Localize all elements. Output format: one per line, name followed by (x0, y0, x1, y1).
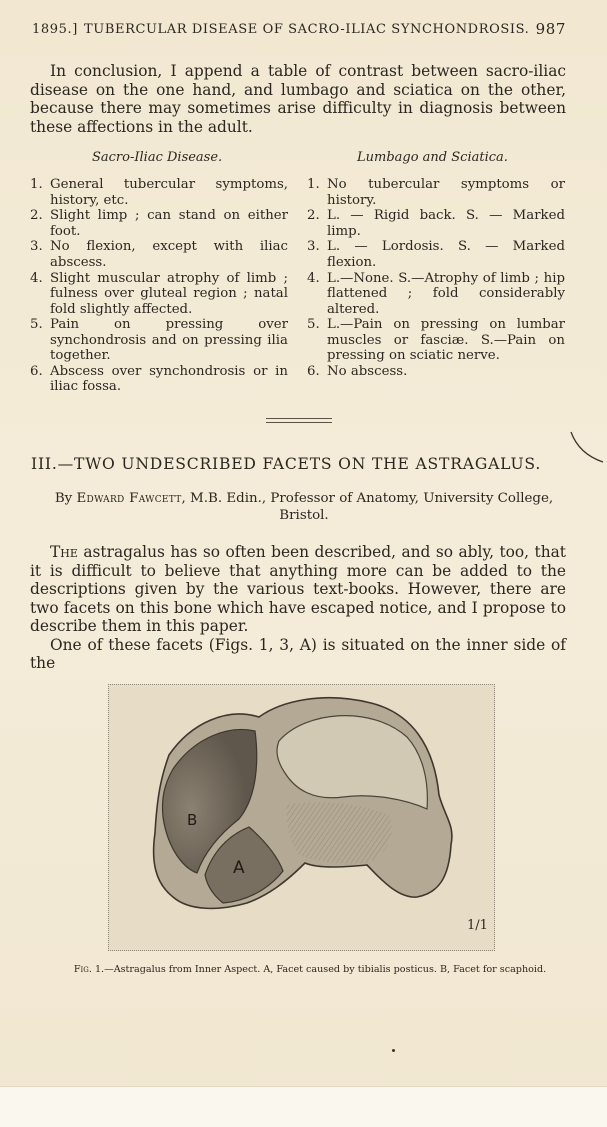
list-item-number: 3. (307, 239, 320, 255)
list-item-number: 4. (307, 270, 320, 286)
section-divider-bottom (266, 422, 332, 423)
list-item-text: L.—Pain on pressing on lumbar muscles or fasciæ. S.—Pain on pressing on sciatic nerve. (327, 317, 565, 364)
list-item (307, 317, 565, 364)
astragalus-figure (108, 684, 495, 951)
list-item (307, 239, 565, 270)
page-bottom-edge (0, 1086, 607, 1127)
list-item-text: Slight muscular atrophy of limb ; fulness over gluteal region ; natal fold slightly affected. (50, 270, 288, 317)
figure-caption (60, 964, 560, 976)
list-item-text: No tubercular symptoms or history. (327, 177, 565, 208)
list-item-text: Abscess over synchondrosis or in iliac fossa. (50, 363, 288, 395)
list-item (30, 239, 288, 270)
caption-fig-number: Fig. 1. (73, 964, 105, 975)
body-paragraph-2: One of these facets (Figs. 1, 3, A) is situated on the inner side of the (30, 635, 566, 672)
list-item-text: General tubercular symptoms, history, etc. (50, 177, 288, 208)
list-item-number: 5. (30, 317, 43, 333)
list-item-number: 6. (30, 363, 43, 379)
body-p1-text: astragalus has so often been described, and so ably, too, that it is difficult to believe that anything more can be added to the descriptions given by the various text-books. However, there are two facets on this bone which have escaped notice, and I propose to describe them in this paper. (30, 543, 566, 635)
author-name: Edward Fawcett (76, 491, 182, 506)
intro-paragraph (30, 62, 566, 136)
list-item-text: Slight limp ; can stand on either foot. (50, 208, 288, 239)
list-item-text: L.—None. S.—Atrophy of limb ; hip flattened ; fold considerably altered. (327, 270, 565, 317)
list-item (30, 317, 288, 364)
list-item-text: L. — Lordosis. S. — Marked flexion. (327, 239, 565, 270)
list-item (30, 208, 288, 239)
table-left-heading: Sacro-Iliac Disease. (92, 150, 223, 165)
list-item-number: 1. (30, 177, 43, 192)
lumbago-sciatica-list (307, 177, 565, 380)
astragalus-illustration (109, 685, 494, 950)
figure-label-a: A (233, 858, 245, 878)
byline-by: By (54, 491, 73, 506)
intro-paragraph-text: In conclusion, I append a table of contrast between sacro-iliac disease on the one hand, and lumbago and sciatica on the other, because there may sometimes arise difficulty in diagnosis between these affections in the adult. (30, 62, 566, 136)
header-running-title: TUBERCULAR DISEASE OF SACRO-ILIAC SYNCHONDROSIS. (84, 22, 530, 37)
neck-texture (287, 802, 392, 863)
list-item-number: 2. (307, 208, 320, 224)
list-item-number: 4. (30, 270, 43, 286)
sacro-iliac-list (30, 177, 288, 395)
list-item-number: 1. (307, 177, 320, 192)
list-item-number: 3. (30, 239, 43, 255)
byline (40, 490, 568, 524)
author-credentials: , M.B. Edin., Professor of Anatomy, University College, Bristol. (181, 491, 554, 523)
body-first-word: The (50, 543, 78, 561)
list-item-number: 5. (307, 317, 320, 333)
list-item-text: Pain on pressing over synchondrosis and on pressing ilia together. (50, 317, 288, 364)
list-item (30, 364, 288, 395)
list-item (307, 364, 565, 380)
list-item (307, 208, 565, 239)
caption-text: —Astragalus from Inner Aspect. A, Facet caused by tibialis posticus. B, Facet for scaphoid. (104, 964, 547, 975)
header-year: 1895.] (32, 22, 78, 37)
figure-label-b: B (187, 811, 198, 829)
article-body (30, 543, 566, 673)
article-title: III.—TWO UNDESCRIBED FACETS ON THE ASTRAGALUS. (31, 455, 542, 473)
list-item (307, 271, 565, 318)
figure-scale: 1/1 (467, 918, 488, 933)
page-speck (392, 1049, 395, 1052)
list-item-text: No flexion, except with iliac abscess. (50, 239, 288, 270)
list-item-text: No abscess. (327, 363, 408, 379)
table-right-heading: Lumbago and Sciatica. (357, 150, 508, 165)
margin-pencil-mark (567, 428, 607, 468)
body-paragraph-1 (30, 543, 566, 636)
page-number: 987 (535, 20, 566, 38)
list-item-number: 2. (30, 208, 43, 224)
list-item (307, 177, 565, 208)
list-item-number: 6. (307, 363, 320, 379)
list-item (30, 271, 288, 318)
list-item-text: L. — Rigid back. S. — Marked limp. (327, 208, 565, 239)
list-item (30, 177, 288, 208)
section-divider-top (266, 418, 332, 419)
